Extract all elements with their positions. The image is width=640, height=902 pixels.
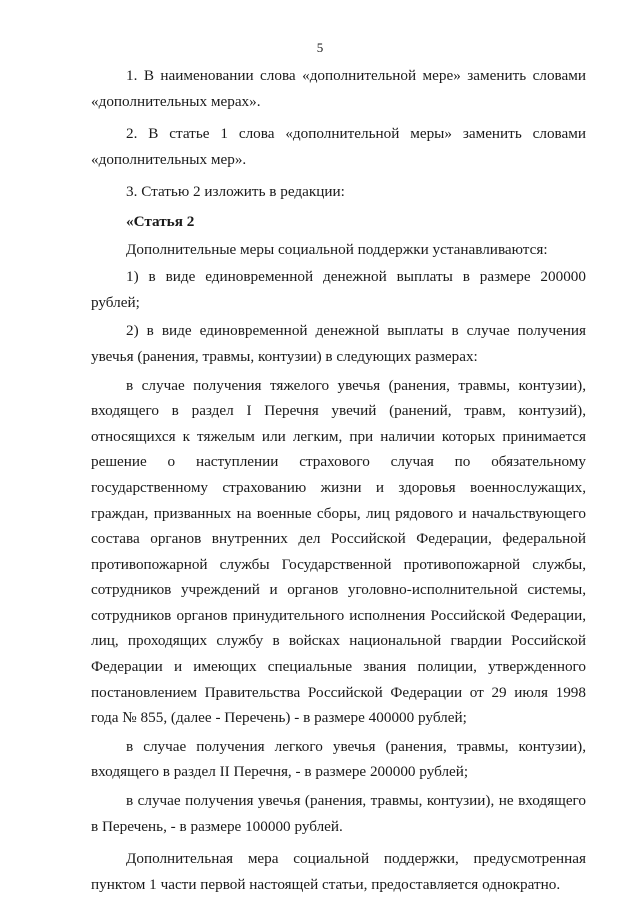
page-number: 5 [316, 40, 324, 55]
paragraph-measures-intro: Дополнительные меры социальной поддержки устанавливаются: [126, 240, 548, 258]
paragraph-light-injury: в случае получения легкого увечья (ранения, травмы, контузии), входящего в раздел II Перечня, - в размере 200000 рублей; [91, 737, 586, 781]
document-body [91, 63, 586, 897]
paragraph-1: 1. В наименовании слова «дополнительной мере» заменить словами «дополнительных мерах». [91, 67, 586, 110]
paragraph-item-2: 2) в виде единовременной денежной выплаты в случае получения увечья (ранения, травмы, контузии) в следующих размерах: [91, 322, 586, 365]
article-heading: «Статья 2 [126, 212, 195, 230]
paragraph-2: 2. В статье 1 слова «дополнительной меры» заменить словами «дополнительных мер». [91, 125, 586, 168]
paragraph-one-time: Дополнительная мера социальной поддержки, предусмотренная пунктом 1 части первой настоящей статьи, предоставляется однократно. [91, 850, 586, 893]
paragraph-item-1: 1) в виде единовременной денежной выплаты в размере 200000 рублей; [91, 268, 586, 311]
paragraph-3: 3. Статью 2 изложить в редакции: [126, 183, 345, 201]
paragraph-severe-injury: в случае получения тяжелого увечья (ранения, травмы, контузии), входящего в раздел I Перечня увечий (ранений, травм, контузий), относящихся к тяжелым или легким, при наличии которых принимается решение о наступлении страхового случая по обязательному государственному страхованию жизни и здоровья военнослужащих, граждан, призванных на военные сборы, лиц рядового и начальствующего состава органов внутренних дел Российской Федерации, федеральной противопожарной службы Государственной противопожарной службы, сотрудников учреждений и органов уголовно-исполнительной системы, сотрудников органов принудительного исполнения Российской Федерации, лиц, проходящих службу в войсках национальной гвардии Российской Федерации и имеющих специальные звания полиции, утвержденного постановлением Правительства Российской Федерации от 29 июля 1998 года № 855, (далее - Перечень) - в размере 400000 рублей; [91, 376, 586, 727]
paragraph-other-injury: в случае получения увечья (ранения, травмы, контузии), не входящего в Перечень, - в размере 100000 рублей. [91, 792, 586, 835]
